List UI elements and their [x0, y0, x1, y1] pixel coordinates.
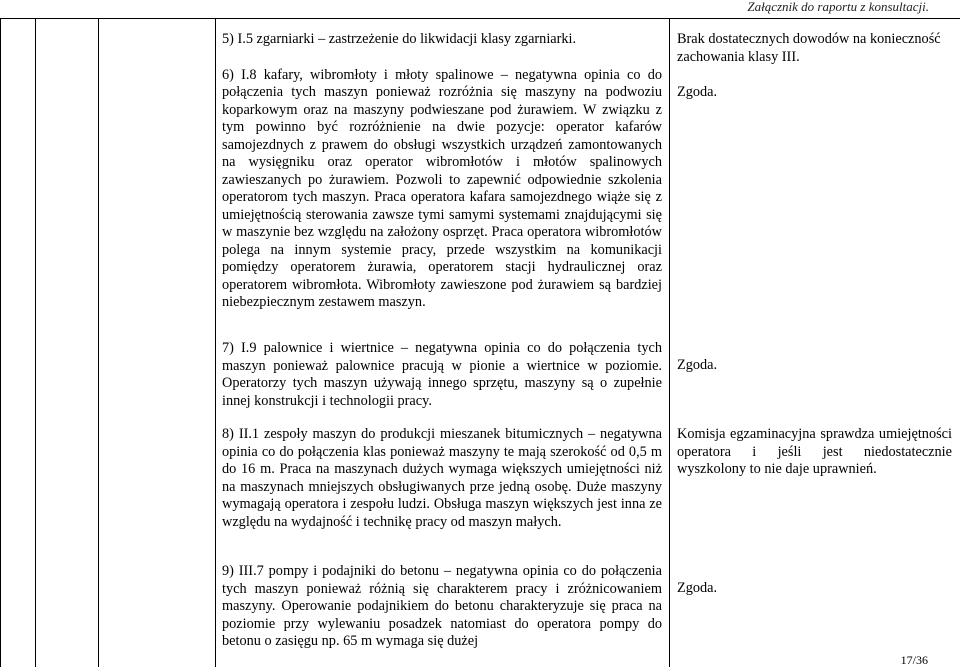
response-paragraph: Zgoda. [677, 357, 718, 373]
comment-paragraph: 8) II.1 zespoły maszyn do produkcji mieszanek bitumicznych – negatywna opinia co do połączenia klas ponieważ maszyny te mają szerokość od 0,5 m do 16 m. Praca na maszynach dużych wymaga większych umiejętności niż na maszynach mniejszych obsługiwanych prze jedną osobę. Duże maszyny wymagają operatora i zespołu ludzi. Obsługa maszyn większych jest inna ze względu na wydajność i technikę pracy od maszyn małych. [222, 426, 662, 530]
page-number: 17/36 [900, 653, 928, 667]
comment-paragraph: 7) I.9 palownice i wiertnice – negatywna opinia co do połączenia tych maszyn ponieważ palownice pracują w pionie a wiertnice w poziomie. Operatorzy tych maszyn używają innego sprzętu, maszyny są o zupełnie innej konstrukcji i technologii pracy. [222, 340, 662, 409]
response-cell [677, 580, 952, 598]
response-cell [677, 357, 952, 375]
column-divider-4 [215, 18, 216, 667]
column-divider-3 [98, 18, 99, 667]
comment-paragraph: 9) III.7 pompy i podajniki do betonu – negatywna opinia co do połączenia tych maszyn ponieważ różnią się charakterem pracy i zróżnicowaniem maszyny. Operowanie podajnikiem do betonu charakteryzuje się praca na poziomie przy wylewaniu posadzek natomiast do operatora pompy do betonu o zasięgu np. 65 m wymaga się dużej [222, 563, 662, 649]
comment-cell [222, 563, 662, 651]
annex-header: Załącznik do raportu z konsultacji. [747, 0, 929, 14]
response-cell [677, 31, 952, 102]
column-divider-5 [669, 18, 670, 667]
response-paragraph: Brak dostatecznych dowodów na konieczność zachowania klasy III. [677, 31, 941, 65]
response-cell [677, 426, 952, 479]
response-paragraph: Komisja egzaminacyjna sprawdza umiejętności operatora i jeśli jest niedostatecznie wyszkolony to nie daje uprawnień. [677, 426, 952, 477]
comment-cell [222, 31, 662, 312]
column-divider-1 [0, 18, 1, 667]
response-paragraph: Zgoda. [677, 84, 718, 100]
comment-cell [222, 426, 662, 531]
comment-cell [222, 340, 662, 410]
table-top-border [0, 18, 960, 19]
column-divider-2 [35, 18, 36, 667]
comment-paragraph: 6) I.8 kafary, wibromłoty i młoty spalinowe – negatywna opinia co do połączenia tych maszyn ponieważ rozróżnia się maszyny na podwoziu koparkowym oraz na maszyny podwieszane pod żurawiem. W związku z tym powinno być rozróżnienie na dwie pozycje: operator kafarów samojezdnych z prawem do obsługi wszystkich urządzeń zamontowanych na wysięgniku oraz operator wibromłotów i młotów spalinowych zawieszanych po żurawiem. Pozwoli to zapewnić odpowiednie szkolenia operatorom tych maszyn. Praca operatora kafara samojezdnego wiąże się z umiejętnością sterowania zawsze tymi samymi systemami znajdującymi się w maszynie bez względu na założony osprzęt. Praca operatora wibromłotów polega na innym systemie pracy, przede wszystkim na komunikacji pomiędzy operatorem żurawia, operatorem stacji hydraulicznej oraz operatorem wibromłota. Wibromłoty zawieszone pod żurawiem są bardziej niebezpiecznym zestawem maszyn. [222, 66, 662, 310]
comment-paragraph: 5) I.5 zgarniarki – zastrzeżenie do likwidacji klasy zgarniarki. [222, 31, 577, 47]
response-paragraph: Zgoda. [677, 580, 718, 596]
